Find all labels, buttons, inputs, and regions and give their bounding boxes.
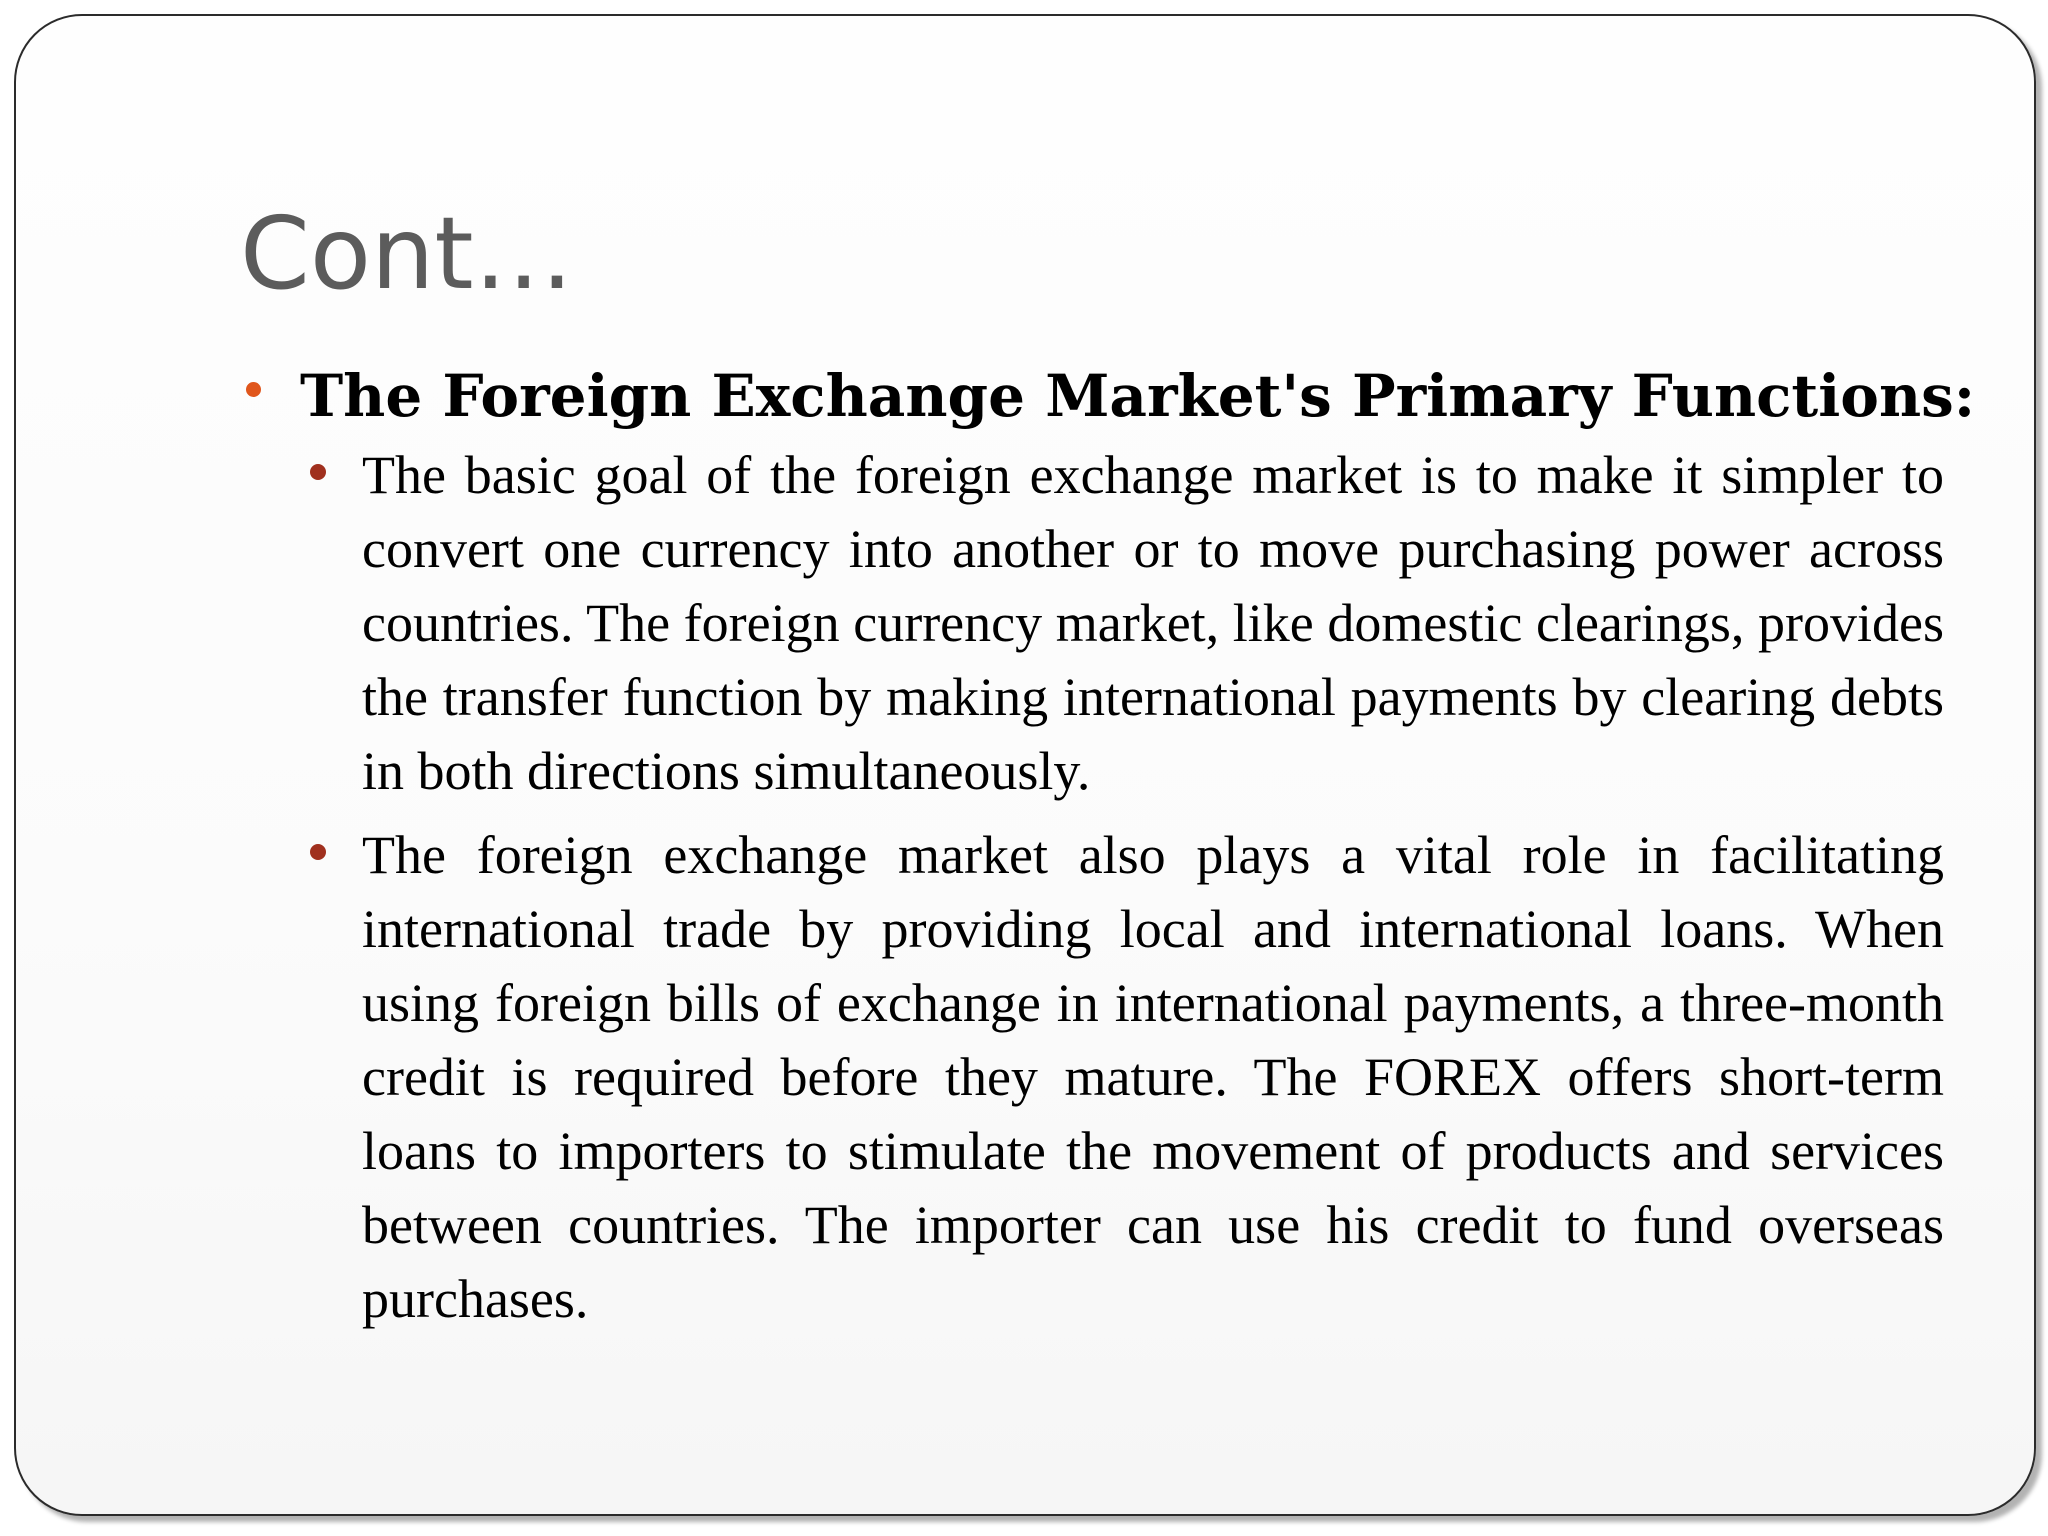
bullet-dot-icon bbox=[310, 464, 326, 480]
slide-title: Cont… bbox=[240, 195, 574, 312]
slide-frame bbox=[14, 14, 2036, 1516]
sub-bullet-text: The foreign exchange market also plays a vital role in facilitating international trade by providing local and international loans. When using foreign bills of exchange in international payments, a three-month credit is required before they mature. The FOREX offers short-term loans to importers to stimulate the movement of products and services between countries. The importer can use his credit to fund overseas purchases. bbox=[362, 825, 1944, 1329]
bullet-dot-icon bbox=[310, 844, 326, 860]
sub-bullet-item bbox=[362, 438, 1944, 808]
sub-bullet-item bbox=[362, 818, 1944, 1336]
heading-bullet bbox=[240, 360, 1976, 432]
slide-content bbox=[240, 360, 1976, 1346]
sub-bullet-text: The basic goal of the foreign exchange market is to make it simpler to convert one currency into another or to move purchasing power across countries. The foreign currency market, like domestic clearings, provides the transfer function by making international payments by clearing debts in both directions simultaneously. bbox=[362, 445, 1944, 801]
bullet-dot-icon bbox=[246, 382, 261, 397]
heading-text: The Foreign Exchange Market's Primary Functions: bbox=[300, 362, 1976, 430]
sub-bullet-list bbox=[240, 438, 1944, 1336]
